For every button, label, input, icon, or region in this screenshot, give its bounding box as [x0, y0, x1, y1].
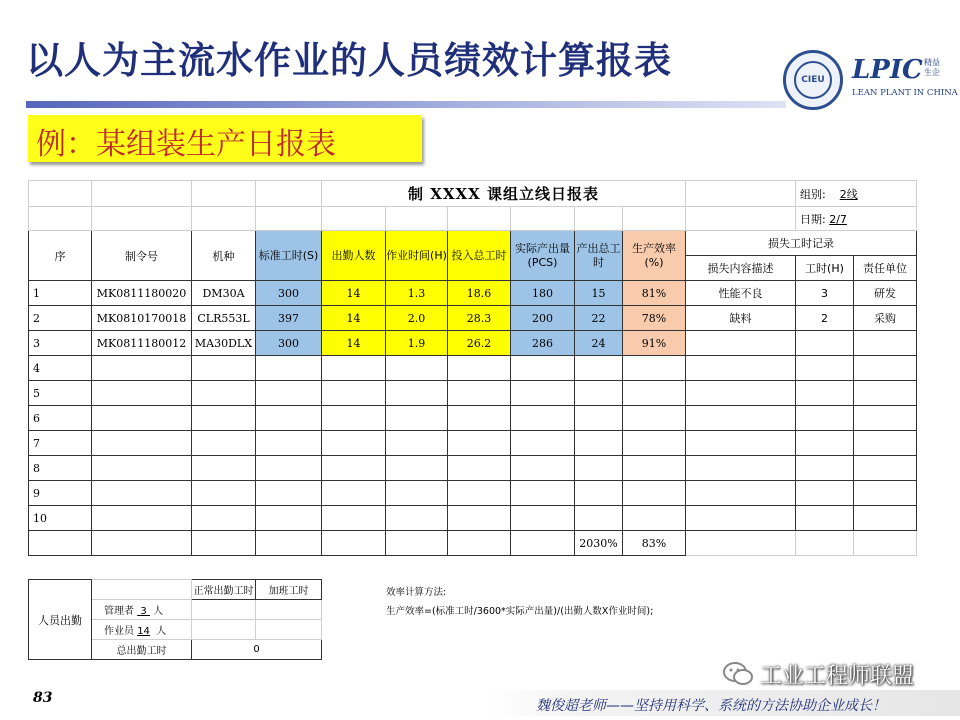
- group-field: [796, 181, 917, 207]
- cell-loss-unit: [854, 431, 917, 456]
- cell-work-time: [386, 481, 448, 506]
- cell-input-hours: 18.6: [448, 281, 511, 306]
- cell-order-no: MK0811180012: [92, 331, 192, 356]
- header-work-time: 作业时间(H): [386, 231, 448, 281]
- cell-loss-hours: [796, 431, 854, 456]
- cell-actual-output: 286: [511, 331, 575, 356]
- cell-output-hours: [575, 456, 623, 481]
- cell-loss-desc: [686, 381, 796, 406]
- manager-unit: 人: [153, 606, 164, 617]
- cell-efficiency: [623, 381, 686, 406]
- wechat-icon: [722, 660, 754, 688]
- cieu-logo-text: CIEU: [794, 61, 832, 99]
- cell-work-time: 1.9: [386, 331, 448, 356]
- cell-model: [192, 431, 256, 456]
- cell-model: DM30A: [192, 281, 256, 306]
- normal-hours-label: 正常出勤工时: [192, 580, 256, 600]
- cell-output-hours: 15: [575, 281, 623, 306]
- cell-output-hours: [575, 506, 623, 531]
- cell-loss-desc: [686, 406, 796, 431]
- worker-unit: 人: [156, 626, 167, 637]
- cell-loss-unit: [854, 406, 917, 431]
- cell-actual-output: [511, 431, 575, 456]
- daily-report-table: [28, 180, 917, 556]
- cell-seq: 2: [29, 306, 92, 331]
- cell-std-time: [256, 481, 322, 506]
- cell-model: [192, 356, 256, 381]
- cell-work-time: 1.3: [386, 281, 448, 306]
- cell-seq: 10: [29, 506, 92, 531]
- cell-actual-output: [511, 456, 575, 481]
- worker-label: 作业员: [104, 626, 134, 637]
- cell-loss-hours: [796, 356, 854, 381]
- cell-loss-unit: [854, 381, 917, 406]
- cell-output-hours: [575, 481, 623, 506]
- calc-method-label: 效率计算方法:: [386, 587, 447, 598]
- cell-actual-output: [511, 381, 575, 406]
- cell-std-time: [256, 456, 322, 481]
- cell-seq: 9: [29, 481, 92, 506]
- cell-input-hours: [448, 431, 511, 456]
- cell-std-time: [256, 356, 322, 381]
- cell-std-time: [256, 431, 322, 456]
- cell-order-no: [92, 506, 192, 531]
- cell-loss-unit: [854, 481, 917, 506]
- cell-loss-unit: 采购: [854, 306, 917, 331]
- report-title: 制 XXXX 课组立线日报表: [322, 181, 686, 207]
- cell-std-time: 300: [256, 281, 322, 306]
- manager-row: [92, 600, 192, 620]
- cieu-logo: [783, 50, 843, 110]
- table-row: [29, 506, 917, 531]
- header-seq: 序: [29, 231, 92, 281]
- cell-efficiency: 81%: [623, 281, 686, 306]
- cell-seq: 4: [29, 356, 92, 381]
- lpic-logo-sub: LEAN PLANT IN CHINA: [852, 88, 958, 98]
- header-efficiency: 生产效率(%): [623, 231, 686, 281]
- worker-row: [92, 620, 192, 640]
- cell-loss-desc: [686, 356, 796, 381]
- cell-efficiency: 78%: [623, 306, 686, 331]
- cell-std-time: [256, 381, 322, 406]
- date-field: [796, 207, 917, 231]
- cell-loss-desc: [686, 331, 796, 356]
- cell-loss-desc: [686, 506, 796, 531]
- table-row: [29, 431, 917, 456]
- lpic-logo-small: 精益生企: [924, 58, 940, 77]
- cell-loss-desc: [686, 431, 796, 456]
- header-std-time: 标准工时(S): [256, 231, 322, 281]
- cell-loss-unit: [854, 331, 917, 356]
- cell-seq: 1: [29, 281, 92, 306]
- cell-attendance: [322, 406, 386, 431]
- cell-actual-output: [511, 406, 575, 431]
- table-row: [29, 306, 917, 331]
- lpic-logo-text: LPIC: [852, 55, 923, 85]
- cell-input-hours: [448, 481, 511, 506]
- cell-attendance: 14: [322, 306, 386, 331]
- header-loss-hours: 工时(H): [796, 256, 854, 281]
- cell-seq: 7: [29, 431, 92, 456]
- cell-seq: 3: [29, 331, 92, 356]
- date-label: 日期:: [800, 212, 826, 226]
- cell-input-hours: [448, 356, 511, 381]
- header-actual-output: 实际产出量(PCS): [511, 231, 575, 281]
- cell-input-hours: [448, 506, 511, 531]
- cell-output-hours: [575, 406, 623, 431]
- cell-work-time: [386, 431, 448, 456]
- cell-attendance: [322, 481, 386, 506]
- cell-seq: 6: [29, 406, 92, 431]
- total-attendance-label: 总出勤工时: [92, 640, 192, 660]
- cell-efficiency: 91%: [623, 331, 686, 356]
- cell-actual-output: 180: [511, 281, 575, 306]
- cell-work-time: [386, 381, 448, 406]
- cell-model: [192, 506, 256, 531]
- overtime-label: 加班工时: [256, 580, 322, 600]
- cell-model: [192, 381, 256, 406]
- example-label-box: [28, 115, 422, 162]
- cell-attendance: [322, 381, 386, 406]
- worker-count: 14: [137, 626, 150, 637]
- cell-std-time: [256, 406, 322, 431]
- cell-attendance: [322, 506, 386, 531]
- header-input-hours: 投入总工时: [448, 231, 511, 281]
- cell-work-time: [386, 356, 448, 381]
- lpic-logo: [850, 55, 958, 103]
- cell-work-time: [386, 506, 448, 531]
- cell-loss-desc: 性能不良: [686, 281, 796, 306]
- cell-efficiency: [623, 481, 686, 506]
- cell-loss-hours: [796, 481, 854, 506]
- cell-loss-hours: 2: [796, 306, 854, 331]
- cell-loss-hours: [796, 381, 854, 406]
- calc-formula: 生产效率=(标准工时/3600*实际产出量)/(出勤人数X作业时间);: [386, 606, 654, 617]
- cell-efficiency: [623, 406, 686, 431]
- header-order-no: 制令号: [92, 231, 192, 281]
- cell-input-hours: 26.2: [448, 331, 511, 356]
- table-row: [29, 356, 917, 381]
- cell-loss-desc: 缺料: [686, 306, 796, 331]
- cell-actual-output: [511, 506, 575, 531]
- title-underline: [26, 101, 786, 108]
- cell-order-no: [92, 456, 192, 481]
- cell-efficiency: [623, 431, 686, 456]
- manager-label: 管理者: [104, 606, 134, 617]
- cell-model: [192, 456, 256, 481]
- total-efficiency: 83%: [623, 531, 686, 556]
- header-model: 机种: [192, 231, 256, 281]
- cell-loss-unit: [854, 356, 917, 381]
- cell-input-hours: [448, 381, 511, 406]
- cell-efficiency: [623, 456, 686, 481]
- cell-loss-hours: [796, 456, 854, 481]
- cell-order-no: [92, 406, 192, 431]
- cell-output-hours: [575, 381, 623, 406]
- header-loss-record: 损失工时记录: [686, 231, 917, 256]
- cell-order-no: [92, 356, 192, 381]
- cell-loss-desc: [686, 481, 796, 506]
- cell-output-hours: 24: [575, 331, 623, 356]
- page-number: 83: [33, 690, 53, 706]
- date-value: 2/7: [829, 212, 847, 226]
- cell-work-time: [386, 456, 448, 481]
- cell-order-no: [92, 431, 192, 456]
- cell-model: MA30DLX: [192, 331, 256, 356]
- cell-model: CLR553L: [192, 306, 256, 331]
- cell-attendance: 14: [322, 331, 386, 356]
- cell-loss-hours: [796, 506, 854, 531]
- table-row: [29, 456, 917, 481]
- cell-std-time: 300: [256, 331, 322, 356]
- table-row: [29, 281, 917, 306]
- cell-loss-unit: [854, 456, 917, 481]
- cell-loss-hours: [796, 331, 854, 356]
- header-output-hours: 产出总工时: [575, 231, 623, 281]
- total-output-hours: 2030%: [575, 531, 623, 556]
- cell-loss-unit: [854, 506, 917, 531]
- cell-seq: 5: [29, 381, 92, 406]
- cell-order-no: MK0810170018: [92, 306, 192, 331]
- header-loss-unit: 责任单位: [854, 256, 917, 281]
- table-row: [29, 331, 917, 356]
- cell-std-time: 397: [256, 306, 322, 331]
- manager-count: 3: [140, 606, 147, 617]
- cell-order-no: MK0811180020: [92, 281, 192, 306]
- cell-loss-hours: [796, 406, 854, 431]
- cell-attendance: [322, 356, 386, 381]
- cell-output-hours: [575, 356, 623, 381]
- cell-actual-output: [511, 356, 575, 381]
- cell-attendance: [322, 456, 386, 481]
- cell-model: [192, 481, 256, 506]
- cell-loss-hours: 3: [796, 281, 854, 306]
- cell-output-hours: 22: [575, 306, 623, 331]
- cell-work-time: 2.0: [386, 306, 448, 331]
- header-loss-desc: 损失内容描述: [686, 256, 796, 281]
- cell-actual-output: 200: [511, 306, 575, 331]
- cell-input-hours: [448, 456, 511, 481]
- header-attendance: 出勤人数: [322, 231, 386, 281]
- watermark-text: 工业工程师联盟: [760, 664, 915, 689]
- table-row: [29, 381, 917, 406]
- watermark: [722, 660, 922, 688]
- cell-loss-unit: 研发: [854, 281, 917, 306]
- cell-work-time: [386, 406, 448, 431]
- total-attendance-value: 0: [192, 640, 322, 660]
- table-row: [29, 481, 917, 506]
- cell-efficiency: [623, 356, 686, 381]
- group-value: 2线: [839, 187, 858, 201]
- cell-efficiency: [623, 506, 686, 531]
- cell-seq: 8: [29, 456, 92, 481]
- cell-loss-desc: [686, 456, 796, 481]
- group-label: 组别:: [800, 187, 826, 201]
- cell-input-hours: [448, 406, 511, 431]
- attendance-table: [28, 579, 322, 660]
- cell-order-no: [92, 381, 192, 406]
- cell-attendance: 14: [322, 281, 386, 306]
- cell-output-hours: [575, 431, 623, 456]
- slide-title: 以人为主流水作业的人员绩效计算报表: [26, 39, 672, 82]
- cell-model: [192, 406, 256, 431]
- table-row: [29, 406, 917, 431]
- cell-input-hours: 28.3: [448, 306, 511, 331]
- example-label: 例：某组装生产日报表: [36, 127, 336, 162]
- cell-attendance: [322, 431, 386, 456]
- cell-std-time: [256, 506, 322, 531]
- cell-actual-output: [511, 481, 575, 506]
- attendance-label: 人员出勤: [29, 580, 92, 660]
- footer-text: 魏俊超老师——坚持用科学、系统的方法协助企业成长！: [536, 698, 886, 714]
- cell-order-no: [92, 481, 192, 506]
